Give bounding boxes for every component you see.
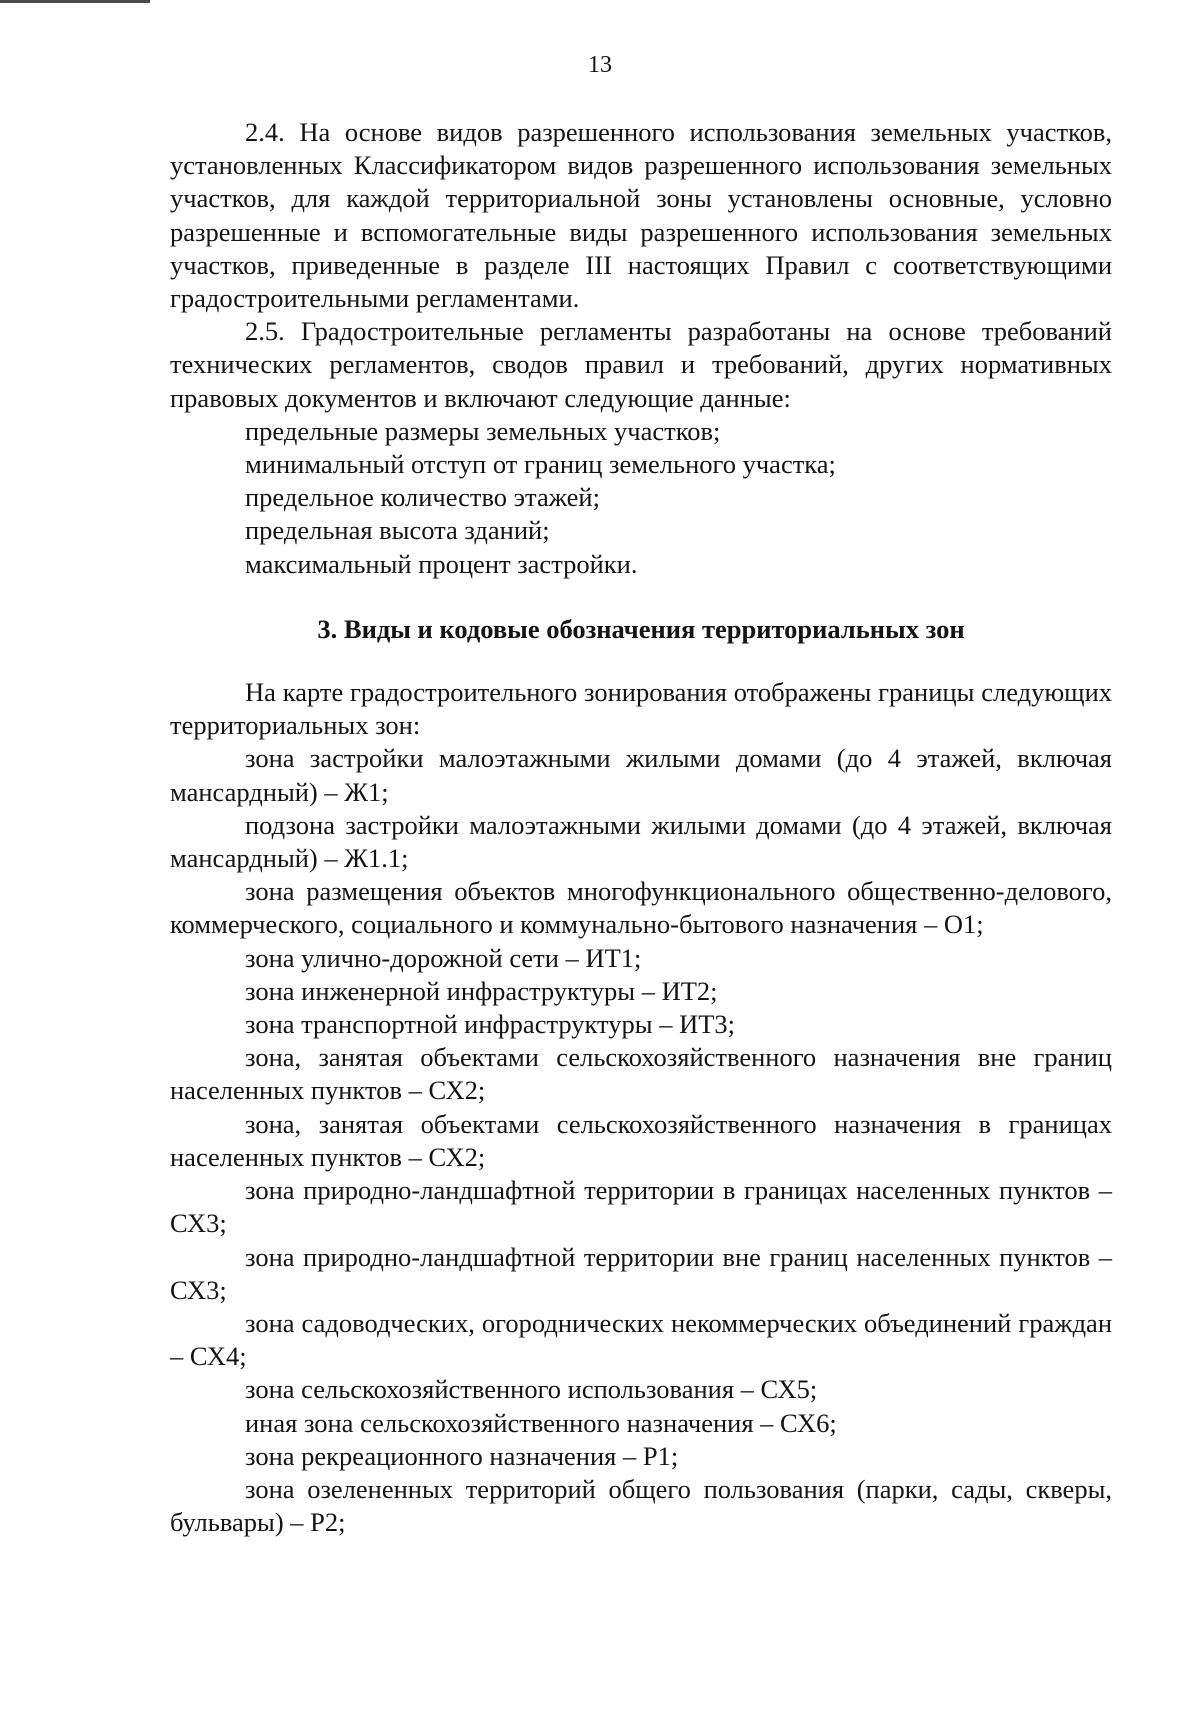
zone-item: подзона застройки малоэтажными жилыми домами (до 4 этажей, включая мансардный) – Ж1.1; xyxy=(170,809,1112,874)
list-item: максимальный процент застройки. xyxy=(245,548,638,579)
zone-item: зона озелененных территорий общего пользования (парки, сады, скверы, бульвары) – Р2; xyxy=(170,1473,1112,1538)
zone-item: зона транспортной инфраструктуры – ИТ3; xyxy=(245,1009,736,1040)
zone-item: зона сельскохозяйственного использования – СХ5; xyxy=(245,1374,818,1405)
list-item: предельная высота зданий; xyxy=(245,515,550,546)
zone-item: зона садоводческих, огороднических некоммерческих объединений граждан – СХ4; xyxy=(170,1307,1112,1372)
list-item: предельное количество этажей; xyxy=(245,482,600,513)
zone-item: зона улично-дорожной сети – ИТ1; xyxy=(245,942,642,973)
zone-item: зона застройки малоэтажными жилыми домами (до 4 этажей, включая мансардный) – Ж1; xyxy=(170,743,1112,807)
paragraph-2-5: 2.5. Градостроительные регламенты разработаны на основе требований технических регламентов, сводов правил и требований, других нормативных правовых документов и включают следующие данные: xyxy=(170,316,1112,413)
document-body xyxy=(170,116,1112,1539)
zone-item: зона рекреационного назначения – Р1; xyxy=(245,1440,679,1471)
zone-item: зона, занятая объектами сельскохозяйственного назначения в границах населенных пунктов – СХ2; xyxy=(170,1108,1112,1172)
scan-artifact-line xyxy=(0,0,150,3)
zone-item: зона инженерной инфраструктуры – ИТ2; xyxy=(245,975,718,1006)
zone-item: зона размещения объектов многофункционального общественно-делового, коммерческого, социального и коммунально-бытового назначения – О1; xyxy=(170,876,1112,940)
zone-item: зона природно-ландшафтной территории в границах населенных пунктов – СХ3; xyxy=(170,1175,1112,1239)
paragraph-2-4: 2.4. На основе видов разрешенного использования земельных участков, установленных Классификатором видов разрешенного использования земельных участков, для каждой территориальной зоны установлены основные, условно разрешенные и вспомогательные виды разрешенного использования земельных участков, приведенные в разделе III настоящих Правил с соответствующими градостроительными регламентами. xyxy=(170,117,1112,314)
zone-item: зона природно-ландшафтной территории вне границ населенных пунктов – СХ3; xyxy=(170,1241,1112,1305)
zone-item: зона, занятая объектами сельскохозяйственного назначения вне границ населенных пунктов – СХ2; xyxy=(170,1042,1112,1106)
zone-item: иная зона сельскохозяйственного назначения – СХ6; xyxy=(245,1407,837,1438)
list-item: минимальный отступ от границ земельного участка; xyxy=(245,449,836,480)
list-item: предельные размеры земельных участков; xyxy=(245,415,721,446)
section-heading: 3. Виды и кодовые обозначения территориальных зон xyxy=(317,613,965,644)
page-number: 13 xyxy=(588,52,612,78)
intro-paragraph: На карте градостроительного зонирования отображены границы следующих территориальных зон: xyxy=(170,677,1112,741)
